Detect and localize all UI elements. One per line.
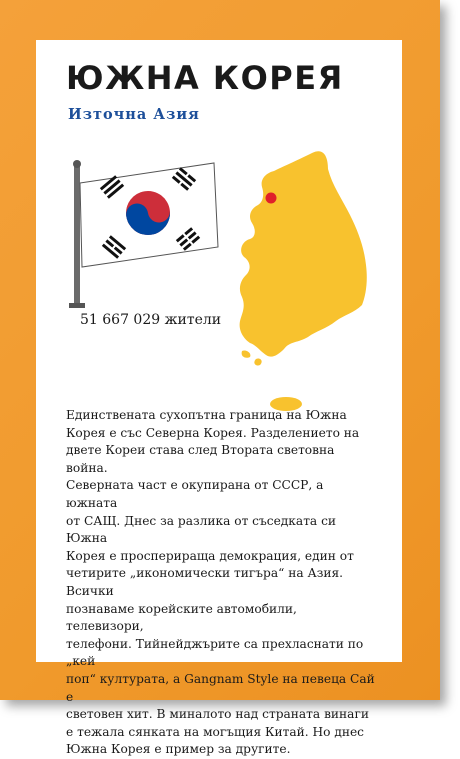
description-line: Единствената сухопътна граница на Южна bbox=[66, 408, 347, 422]
description-line: двете Кореи става след Втората световна война. bbox=[66, 443, 335, 475]
region-subtitle: Източна Азия bbox=[68, 106, 200, 123]
page-title: ЮЖНА КОРЕЯ bbox=[66, 59, 344, 97]
description-line: Северната част е окупирана от СССР, а южната bbox=[66, 478, 324, 510]
description-line: познаваме корейските автомобили, телевизори, bbox=[66, 601, 297, 634]
south-korea-map-icon bbox=[216, 145, 386, 425]
description-line: телефони. Тийнейджърите са прехласнати по „кей bbox=[66, 636, 364, 669]
population-count: 51 667 029 жители bbox=[80, 312, 222, 328]
description-line: Корея е просперираща демокрация, един от bbox=[66, 548, 354, 563]
capital-marker-icon bbox=[266, 193, 277, 204]
description-line: Корея е със Северна Корея. Разделението на bbox=[66, 425, 360, 440]
description-line: Южна Корея е пример за другите. bbox=[66, 742, 291, 757]
description-line: световен хит. В миналото над страната винаги bbox=[66, 707, 369, 722]
description-paragraph bbox=[66, 407, 376, 759]
country-map bbox=[216, 145, 386, 425]
description-line: от САЩ. Днес за разлика от съседката си Южна bbox=[66, 513, 337, 546]
description-line: поп“ културата, а Gangnam Style на певеца Сай е bbox=[66, 671, 375, 704]
description-line: четирите „икономически тигъра“ на Азия. Всички bbox=[66, 566, 344, 598]
description-line: е тежала сянката на могъщия Китай. Но днес bbox=[66, 724, 364, 739]
content-page bbox=[36, 40, 402, 757]
